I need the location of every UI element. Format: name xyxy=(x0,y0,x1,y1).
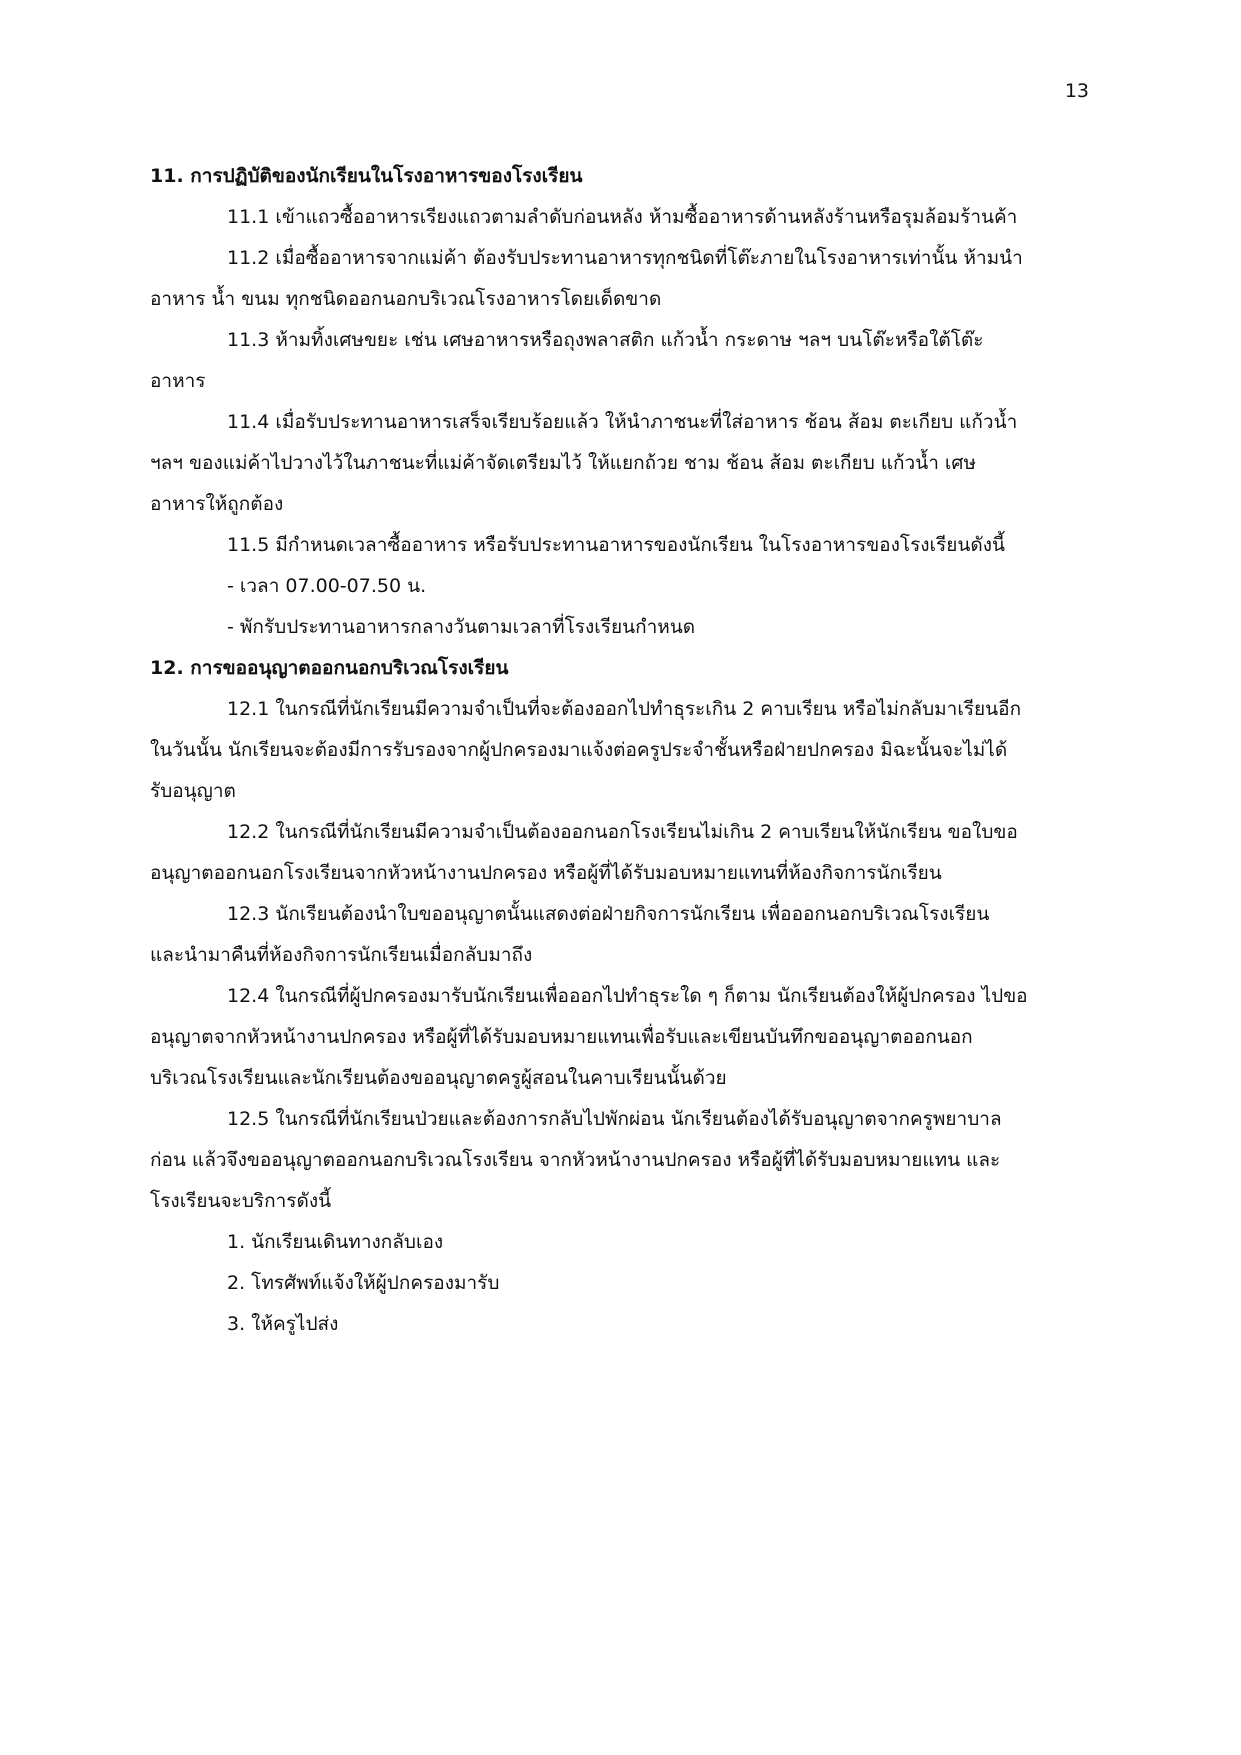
paragraph-line: ในวันนั้น นักเรียนจะต้องมีการรับรองจากผู้ปกครองมาแจ้งต่อครูประจำชั้นหรือฝ่ายปกครอง มิฉะนั้นจะไม่ได้ xyxy=(150,739,1008,761)
paragraph-line: อนุญาตออกนอกโรงเรียนจากหัวหน้างานปกครอง หรือผู้ที่ได้รับมอบหมายแทนที่ห้องกิจการนักเรียน xyxy=(150,862,942,884)
paragraph-line: บริเวณโรงเรียนและนักเรียนต้องขออนุญาตครูผู้สอนในคาบเรียนนั้นด้วย xyxy=(150,1067,727,1089)
section-heading: 11. การปฏิบัติของนักเรียนในโรงอาหารของโรงเรียน xyxy=(150,165,583,187)
document-body xyxy=(150,156,1086,1345)
paragraph-line: 12.1 ในกรณีที่นักเรียนมีความจำเป็นที่จะต้องออกไปทำธุระเกิน 2 คาบเรียน หรือไม่กลับมาเรียนอีก xyxy=(227,698,1022,720)
paragraph-line: โรงเรียนจะบริการดังนี้ xyxy=(150,1190,332,1212)
paragraph-line: 11.5 มีกำหนดเวลาซื้ออาหาร หรือรับประทานอาหารของนักเรียน ในโรงอาหารของโรงเรียนดังนี้ xyxy=(227,534,1005,556)
paragraph-line: 11.1 เข้าแถวซื้ออาหารเรียงแถวตามลำดับก่อนหลัง ห้ามซื้ออาหารด้านหลังร้านหรือรุมล้อมร้านค้า xyxy=(227,206,1018,228)
page-number: 13 xyxy=(1064,80,1089,102)
paragraph-line: - เวลา 07.00-07.50 น. xyxy=(227,575,427,597)
paragraph-line: รับอนุญาต xyxy=(150,780,236,802)
paragraph-line: ฯลฯ ของแม่ค้าไปวางไว้ในภาชนะที่แม่ค้าจัดเตรียมไว้ ให้แยกถ้วย ชาม ช้อน ส้อม ตะเกียบ แก้วน้ำ เศษ xyxy=(150,452,976,474)
paragraph-line: อาหารให้ถูกต้อง xyxy=(150,493,284,515)
paragraph-line: อาหาร น้ำ ขนม ทุกชนิดออกนอกบริเวณโรงอาหารโดยเด็ดขาด xyxy=(150,288,662,310)
paragraph-line: 11.3 ห้ามทิ้งเศษขยะ เช่น เศษอาหารหรือถุงพลาสติก แก้วน้ำ กระดาษ ฯลฯ บนโต๊ะหรือใต้โต๊ะ xyxy=(227,329,984,351)
paragraph-line: 12.5 ในกรณีที่นักเรียนป่วยและต้องการกลับไปพักผ่อน นักเรียนต้องได้รับอนุญาตจากครูพยาบาล xyxy=(227,1108,1002,1130)
paragraph-line: 12.3 นักเรียนต้องนำใบขออนุญาตนั้นแสดงต่อฝ่ายกิจการนักเรียน เพื่อออกนอกบริเวณโรงเรียน xyxy=(227,903,990,925)
paragraph-line: ก่อน แล้วจึงขออนุญาตออกนอกบริเวณโรงเรียน จากหัวหน้างานปกครอง หรือผู้ที่ได้รับมอบหมายแทน และ xyxy=(150,1149,1001,1171)
paragraph-line: 12.4 ในกรณีที่ผู้ปกครองมารับนักเรียนเพื่อออกไปทำธุระใด ๆ ก็ตาม นักเรียนต้องให้ผู้ปกครอง ไปขอ xyxy=(227,985,1028,1007)
paragraph-line: อนุญาตจากหัวหน้างานปกครอง หรือผู้ที่ได้รับมอบหมายแทนเพื่อรับและเขียนบันทึกขออนุญาตออกนอก xyxy=(150,1026,973,1048)
section-heading: 12. การขออนุญาตออกนอกบริเวณโรงเรียน xyxy=(150,657,509,679)
paragraph-line: 12.2 ในกรณีที่นักเรียนมีความจำเป็นต้องออกนอกโรงเรียนไม่เกิน 2 คาบเรียนให้นักเรียน ขอใบขอ xyxy=(227,821,1018,843)
paragraph-line: 11.2 เมื่อซื้ออาหารจากแม่ค้า ต้องรับประทานอาหารทุกชนิดที่โต๊ะภายในโรงอาหารเท่านั้น ห้ามนำ xyxy=(227,247,1023,269)
paragraph-line: 2. โทรศัพท์แจ้งให้ผู้ปกครองมารับ xyxy=(227,1272,500,1294)
paragraph-line: 11.4 เมื่อรับประทานอาหารเสร็จเรียบร้อยแล้ว ให้นำภาชนะที่ใส่อาหาร ช้อน ส้อม ตะเกียบ แก้วน้ำ xyxy=(227,411,1018,433)
paragraph-line: 3. ให้ครูไปส่ง xyxy=(227,1313,339,1335)
paragraph-line: อาหาร xyxy=(150,370,206,392)
paragraph-line: 1. นักเรียนเดินทางกลับเอง xyxy=(227,1231,444,1253)
paragraph-line: และนำมาคืนที่ห้องกิจการนักเรียนเมื่อกลับมาถึง xyxy=(150,944,533,966)
paragraph-line: - พักรับประทานอาหารกลางวันตามเวลาที่โรงเรียนกำหนด xyxy=(227,616,696,638)
